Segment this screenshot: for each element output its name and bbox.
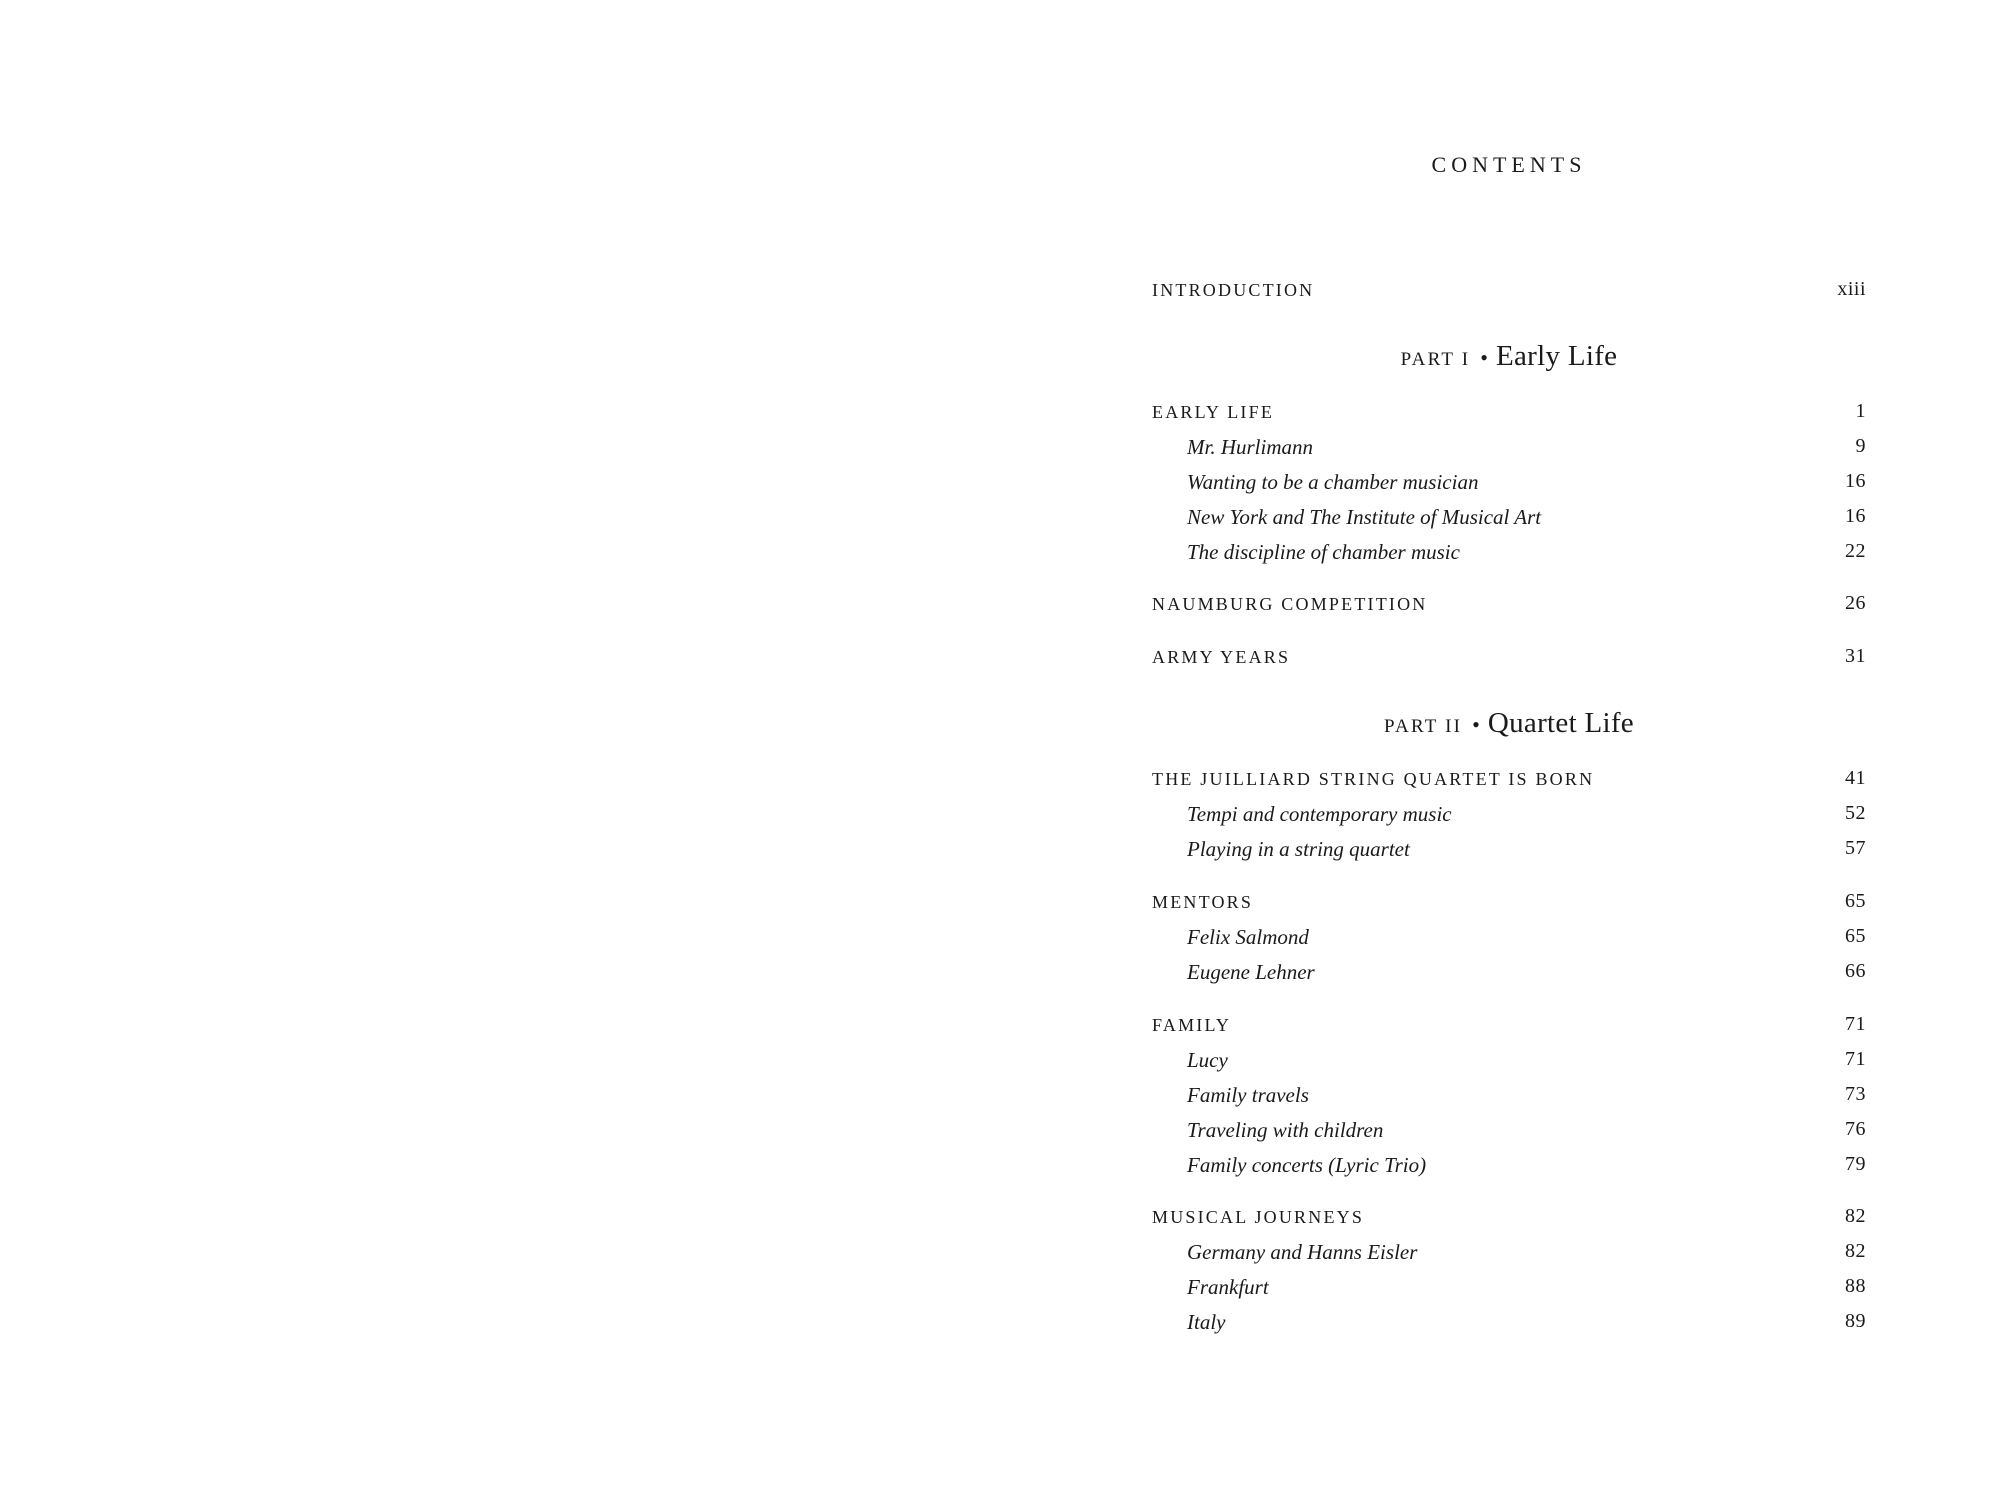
toc-page-number: 71 xyxy=(1845,1013,1866,1035)
toc-entry-label: New York and The Institute of Musical Art xyxy=(1187,505,1542,529)
toc-page-number: 65 xyxy=(1845,890,1866,912)
toc-page-number: 57 xyxy=(1845,837,1866,859)
toc-chapter[interactable] xyxy=(1152,1205,1866,1235)
toc-entry-label: NAUMBURG COMPETITION xyxy=(1152,594,1428,614)
toc-section[interactable] xyxy=(1152,802,1866,832)
toc-page-number: 66 xyxy=(1845,960,1866,982)
toc-section[interactable] xyxy=(1152,1118,1866,1148)
toc-entry-introduction[interactable] xyxy=(1152,278,1866,308)
toc-page-number: 22 xyxy=(1845,540,1866,562)
toc-page-number: 41 xyxy=(1845,767,1866,789)
part-number: PART II xyxy=(1384,716,1463,737)
toc-page-number: 52 xyxy=(1845,802,1866,824)
toc-chapter[interactable] xyxy=(1152,400,1866,430)
toc-page-number: 26 xyxy=(1845,592,1866,614)
toc-section[interactable] xyxy=(1152,960,1866,990)
toc-page-number: 82 xyxy=(1845,1240,1866,1262)
toc-entry-label: Frankfurt xyxy=(1187,1275,1269,1299)
toc-entry-label: THE JUILLIARD STRING QUARTET IS BORN xyxy=(1152,769,1595,789)
toc-section[interactable] xyxy=(1152,925,1866,955)
toc-section[interactable] xyxy=(1152,540,1866,570)
toc-page-number: 82 xyxy=(1845,1205,1866,1227)
toc-entry-label: Playing in a string quartet xyxy=(1187,837,1410,861)
bullet-separator: • xyxy=(1472,712,1480,737)
toc-chapter[interactable] xyxy=(1152,767,1866,797)
toc-chapter[interactable] xyxy=(1152,1013,1866,1043)
toc-section[interactable] xyxy=(1152,1275,1866,1305)
toc-entry-label: INTRODUCTION xyxy=(1152,280,1315,300)
toc-section[interactable] xyxy=(1152,1083,1866,1113)
contents-page xyxy=(1152,0,1866,1500)
contents-heading: CONTENTS xyxy=(1431,152,1587,177)
part-title: Quartet Life xyxy=(1487,707,1634,739)
toc-entry-label: Lucy xyxy=(1187,1048,1228,1072)
toc-page-number: 16 xyxy=(1845,470,1866,492)
toc-page-number: 9 xyxy=(1855,435,1866,457)
part-heading xyxy=(1152,707,1866,740)
toc-page-number: xiii xyxy=(1837,278,1866,300)
toc-entry-label: Wanting to be a chamber musician xyxy=(1187,470,1479,494)
toc-page-number: 73 xyxy=(1845,1083,1866,1105)
toc-entry-label: Traveling with children xyxy=(1187,1118,1384,1142)
toc-section[interactable] xyxy=(1152,1240,1866,1270)
part-heading xyxy=(1152,340,1866,373)
toc-section[interactable] xyxy=(1152,435,1866,465)
toc-entry-label: Felix Salmond xyxy=(1187,925,1309,949)
toc-entry-label: ARMY YEARS xyxy=(1152,647,1291,667)
bullet-separator: • xyxy=(1480,345,1488,370)
toc-chapter[interactable] xyxy=(1152,645,1866,675)
toc-page-number: 16 xyxy=(1845,505,1866,527)
toc-entry-label: Eugene Lehner xyxy=(1187,960,1315,984)
toc-page-number: 1 xyxy=(1855,400,1866,422)
toc-section[interactable] xyxy=(1152,1153,1866,1183)
toc-entry-label: Mr. Hurlimann xyxy=(1187,435,1314,459)
toc-entry-label: Germany and Hanns Eisler xyxy=(1187,1240,1418,1264)
toc-section[interactable] xyxy=(1152,837,1866,867)
toc-entry-label: Italy xyxy=(1187,1310,1226,1334)
toc-section[interactable] xyxy=(1152,1310,1866,1340)
toc-section[interactable] xyxy=(1152,1048,1866,1078)
toc-section[interactable] xyxy=(1152,470,1866,500)
toc-entry-label: Family concerts (Lyric Trio) xyxy=(1187,1153,1427,1177)
toc-page-number: 76 xyxy=(1845,1118,1866,1140)
toc-page-number: 88 xyxy=(1845,1275,1866,1297)
toc-entry-label: FAMILY xyxy=(1152,1015,1232,1035)
toc-page-number: 79 xyxy=(1845,1153,1866,1175)
part-title: Early Life xyxy=(1495,340,1618,372)
toc-chapter[interactable] xyxy=(1152,592,1866,622)
toc-page-number: 31 xyxy=(1845,645,1866,667)
toc-section[interactable] xyxy=(1152,505,1866,535)
toc-entry-label: Tempi and contemporary music xyxy=(1187,802,1452,826)
toc-entry-label: The discipline of chamber music xyxy=(1187,540,1460,564)
toc-chapter[interactable] xyxy=(1152,890,1866,920)
part-number: PART I xyxy=(1400,349,1471,370)
toc-page-number: 71 xyxy=(1845,1048,1866,1070)
toc-entry-label: EARLY LIFE xyxy=(1152,402,1275,422)
toc-entry-label: MENTORS xyxy=(1152,892,1254,912)
toc-page-number: 89 xyxy=(1845,1310,1866,1332)
toc-page-number: 65 xyxy=(1845,925,1866,947)
toc-entry-label: Family travels xyxy=(1187,1083,1309,1107)
toc-entry-label: MUSICAL JOURNEYS xyxy=(1152,1207,1365,1227)
